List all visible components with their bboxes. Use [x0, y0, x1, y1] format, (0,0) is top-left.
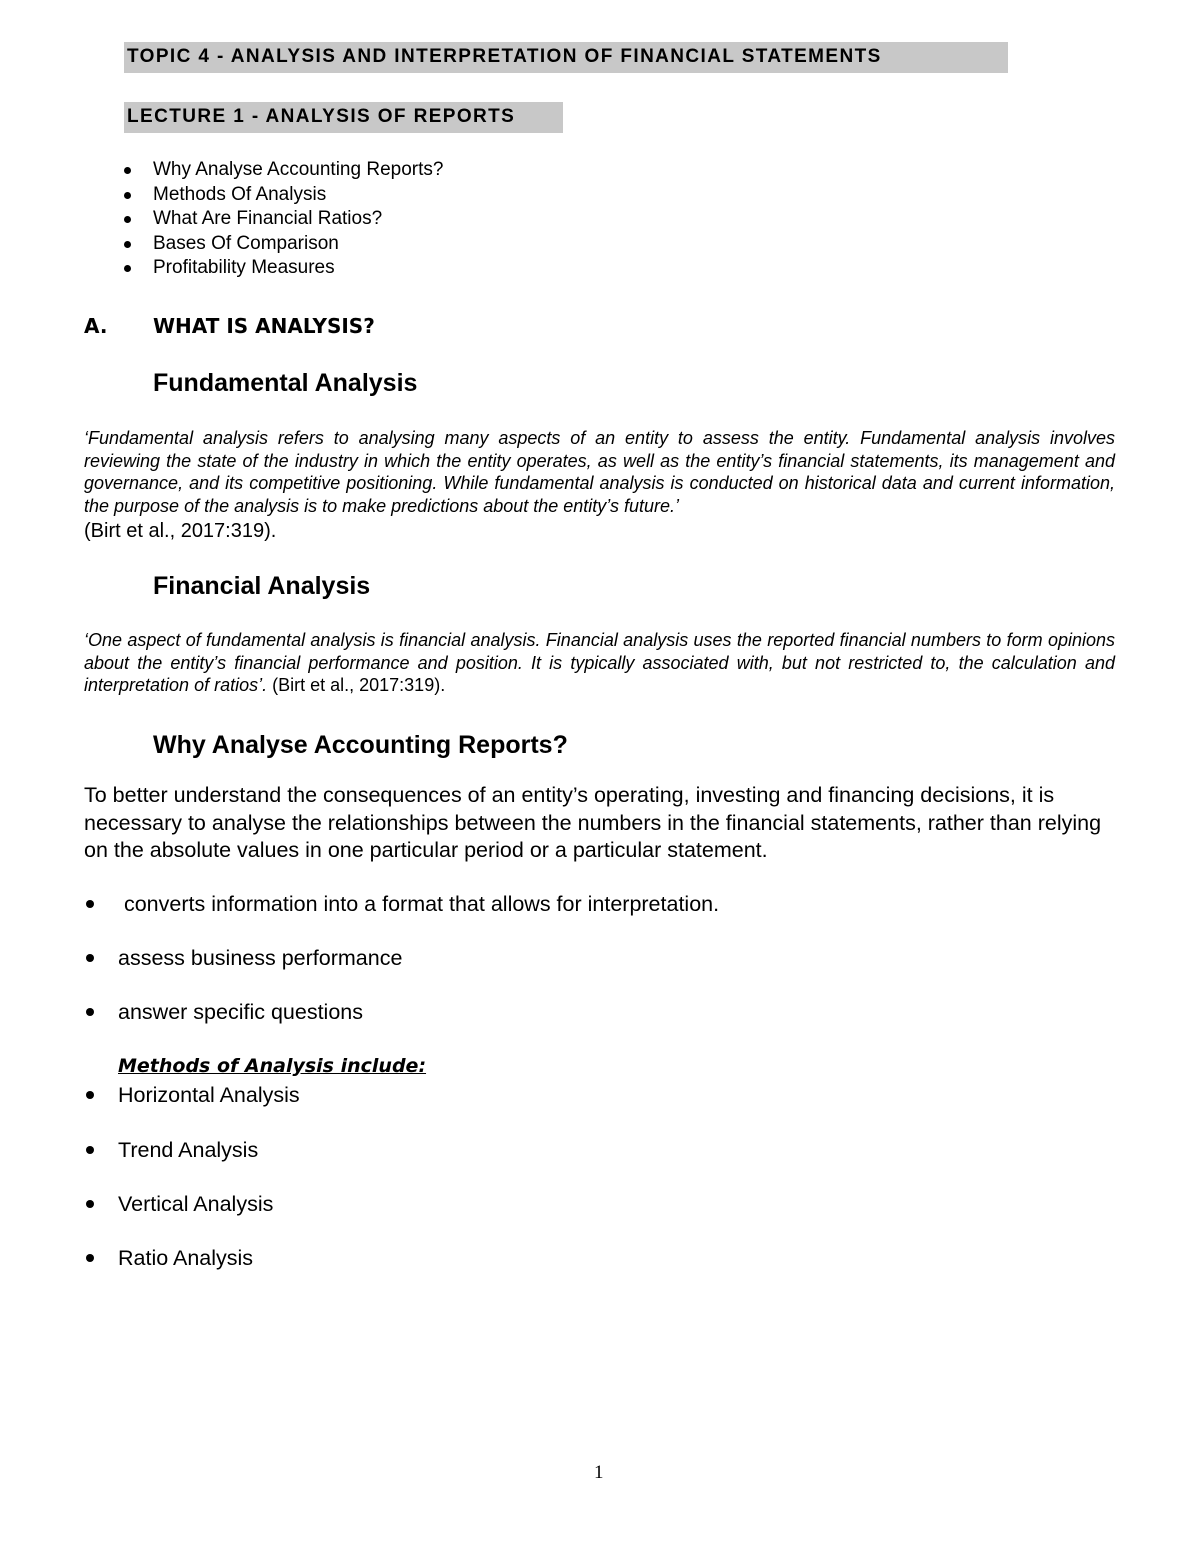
topic-title: TOPIC 4 - ANALYSIS AND INTERPRETATION OF FINANCIAL STATEMENTS [124, 42, 1008, 73]
fundamental-quote: ‘Fundamental analysis refers to analysing many aspects of an entity to assess the entity. Fundamental analysis involves reviewing the state of the industry in which the entity operates, as well as the entity’s financial statements, its management and governance, and its competitive positioning. While fundamental analysis is conducted on historical data and current information, the purpose of the analysis is to make predictions about the entity’s future.’ [84, 428, 1115, 516]
bullet-dot [86, 1008, 94, 1016]
why-bullet: assess business performance [118, 946, 403, 970]
section-letter: A. [84, 314, 108, 338]
bullet-dot [86, 900, 94, 908]
why-heading: Why Analyse Accounting Reports? [153, 731, 568, 759]
method-item: Vertical Analysis [118, 1192, 274, 1216]
bullet-dot [86, 954, 94, 962]
method-item: Horizontal Analysis [118, 1083, 300, 1107]
bullet-dot [86, 1146, 94, 1154]
section-title: WHAT IS ANALYSIS? [153, 314, 375, 338]
list-item: Profitability Measures [122, 256, 443, 281]
why-paragraph: To better understand the consequences of an entity’s operating, investing and financing decisions, it is necessary to analyse the relationships between the numbers in the financial statements, rather than relying on the absolute values in one particular period or a particular statement. [84, 783, 1102, 863]
financial-citation: (Birt et al., 2017:319). [272, 675, 446, 696]
methods-heading: Methods of Analysis include: [118, 1055, 427, 1077]
lecture-outline [122, 158, 443, 281]
fundamental-heading: Fundamental Analysis [153, 369, 418, 397]
financial-heading: Financial Analysis [153, 572, 371, 600]
list-item: Why Analyse Accounting Reports? [122, 158, 443, 183]
why-bullet: answer specific questions [118, 1000, 363, 1024]
list-item: Bases Of Comparison [122, 232, 443, 257]
lecture-title: LECTURE 1 - ANALYSIS OF REPORTS [124, 102, 563, 133]
bullet-dot [86, 1200, 94, 1208]
bullet-dot [86, 1091, 94, 1099]
method-item: Trend Analysis [118, 1138, 259, 1162]
page-number: 1 [594, 1462, 604, 1483]
financial-quote-text: ‘One aspect of fundamental analysis is financial analysis. Financial analysis uses the reported financial numbers to form opinions about the entity’s financial performance and position. It is typically associated with, but not restricted to, the calculation and interpretation of ratios’. [84, 630, 1115, 696]
financial-quote [84, 629, 1115, 697]
list-item: Methods Of Analysis [122, 183, 443, 208]
list-item: What Are Financial Ratios? [122, 207, 443, 232]
method-item: Ratio Analysis [118, 1246, 254, 1270]
bullet-dot [86, 1254, 94, 1262]
why-bullet: converts information into a format that allows for interpretation. [118, 892, 720, 916]
fundamental-citation: (Birt et al., 2017:319). [84, 520, 277, 542]
